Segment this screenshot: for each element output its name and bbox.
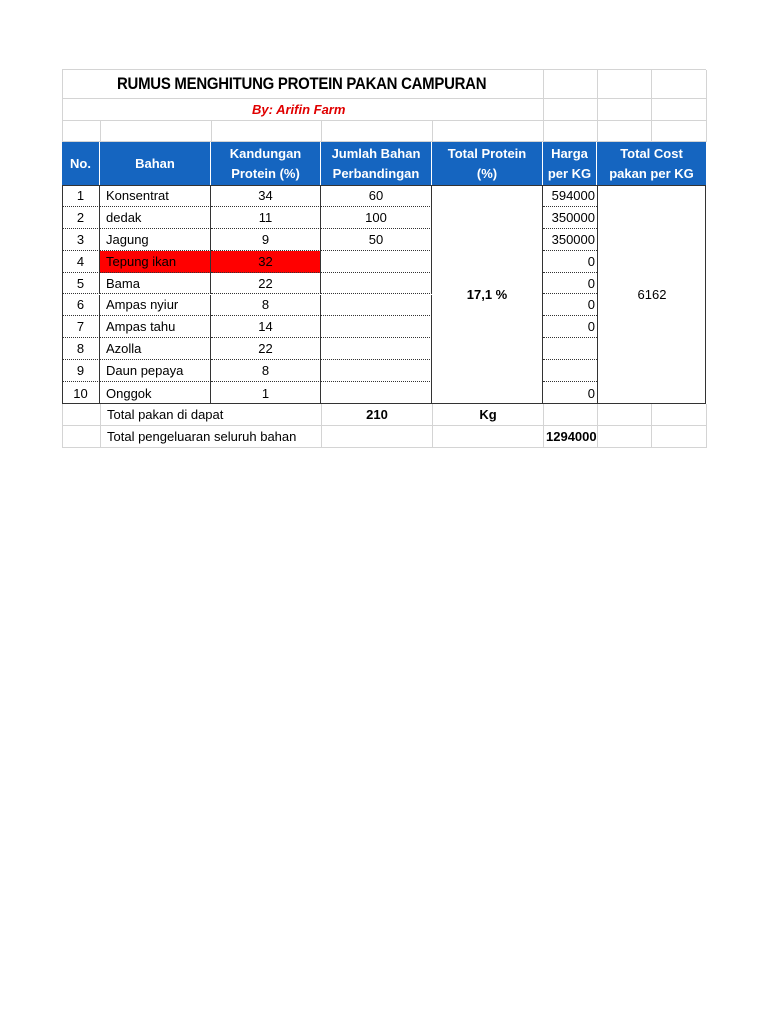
title-cell[interactable] xyxy=(63,70,544,99)
empty-cell[interactable] xyxy=(63,426,101,448)
cell-bahan[interactable]: Bama xyxy=(100,273,211,295)
empty-cell[interactable] xyxy=(652,70,707,99)
cell-protein[interactable]: 11 xyxy=(211,207,321,229)
empty-cell[interactable] xyxy=(322,426,433,448)
header-harga-line2: per KG xyxy=(547,165,592,181)
cell-bahan[interactable]: Azolla xyxy=(100,338,211,360)
header-total-cost-line1: Total Cost xyxy=(620,145,683,161)
total-pakan-value[interactable]: 210 xyxy=(322,404,433,426)
total-pakan-label[interactable]: Total pakan di dapat xyxy=(101,404,322,426)
cell-harga[interactable]: 0 xyxy=(543,316,597,338)
empty-cell[interactable] xyxy=(63,121,101,142)
header-total-cost-line2: pakan per KG xyxy=(609,165,694,181)
header-total-protein-line2: (%) xyxy=(476,165,498,181)
header-kandungan-line1: Kandungan xyxy=(229,145,302,161)
empty-cell[interactable] xyxy=(652,426,707,448)
cell-harga[interactable]: 0 xyxy=(543,295,597,317)
cell-protein[interactable]: 22 xyxy=(211,273,321,295)
byline-cell[interactable] xyxy=(63,99,544,121)
empty-cell[interactable] xyxy=(433,426,544,448)
empty-cell[interactable] xyxy=(652,121,707,142)
header-kandungan-protein[interactable] xyxy=(211,142,321,185)
cell-no[interactable]: 8 xyxy=(62,338,100,360)
empty-cell[interactable] xyxy=(212,121,322,142)
cell-no[interactable]: 1 xyxy=(62,185,100,207)
header-no[interactable] xyxy=(62,142,100,185)
empty-cell[interactable] xyxy=(544,70,598,99)
cell-jumlah[interactable]: 100 xyxy=(321,207,432,229)
total-pengeluaran-label[interactable]: Total pengeluaran seluruh bahan xyxy=(101,426,322,448)
header-harga[interactable] xyxy=(543,142,597,185)
total-pakan-unit[interactable]: Kg xyxy=(433,404,544,426)
empty-cell[interactable] xyxy=(544,404,598,426)
table-header xyxy=(62,142,706,185)
cell-protein[interactable]: 9 xyxy=(211,229,321,251)
header-no-label: No. xyxy=(70,155,91,171)
data-rows xyxy=(62,185,706,404)
cell-no[interactable]: 2 xyxy=(62,207,100,229)
cell-protein[interactable]: 32 xyxy=(211,251,321,273)
cell-protein[interactable]: 8 xyxy=(211,360,321,382)
cell-harga[interactable]: 0 xyxy=(587,385,595,401)
total-cost-value[interactable]: 6162 xyxy=(597,185,706,404)
cell-no[interactable]: 7 xyxy=(62,316,100,338)
empty-cell[interactable] xyxy=(544,99,598,121)
empty-cell[interactable] xyxy=(598,70,652,99)
cell-jumlah[interactable]: 60 xyxy=(321,185,432,207)
cell-protein[interactable]: 22 xyxy=(211,338,321,360)
blank-row xyxy=(62,121,706,142)
header-kandungan-line2: Protein (%) xyxy=(231,165,300,181)
summary-total-pakan-row xyxy=(62,404,706,426)
cell-jumlah[interactable] xyxy=(321,338,432,360)
cell-no[interactable]: 3 xyxy=(62,229,100,251)
cell-jumlah[interactable] xyxy=(321,316,432,338)
cell-protein[interactable]: 1 xyxy=(211,382,321,404)
cell-bahan[interactable]: Ampas tahu xyxy=(100,316,211,338)
cell-no[interactable]: 9 xyxy=(62,360,100,382)
total-protein-value[interactable]: 17,1 % xyxy=(432,185,543,404)
cell-bahan[interactable]: Daun pepaya xyxy=(100,360,211,382)
sheet-title: RUMUS MENGHITUNG PROTEIN PAKAN CAMPURAN xyxy=(117,74,487,93)
empty-cell[interactable] xyxy=(544,121,598,142)
header-bahan[interactable] xyxy=(100,142,211,185)
empty-cell[interactable] xyxy=(433,121,544,142)
cell-harga[interactable] xyxy=(543,360,597,382)
byline-row xyxy=(62,99,706,121)
summary-total-pengeluaran-row xyxy=(62,426,706,448)
cell-jumlah[interactable] xyxy=(321,382,432,404)
cell-harga[interactable]: 0 xyxy=(543,251,597,273)
cell-harga[interactable]: 350000 xyxy=(543,207,597,229)
cell-harga[interactable] xyxy=(543,338,597,360)
title-row xyxy=(62,69,706,99)
cell-bahan[interactable]: Tepung ikan xyxy=(100,251,211,273)
empty-cell[interactable] xyxy=(598,426,652,448)
byline-text: By: Arifin Farm xyxy=(252,102,346,117)
header-jumlah-bahan[interactable] xyxy=(321,142,432,185)
empty-cell[interactable] xyxy=(101,121,212,142)
cell-no[interactable]: 10 xyxy=(62,382,100,404)
header-jumlah-line1: Jumlah Bahan xyxy=(331,145,421,161)
header-bahan-label: Bahan xyxy=(135,155,175,171)
cell-bahan[interactable]: Konsentrat xyxy=(100,185,211,207)
header-harga-line1: Harga xyxy=(551,145,588,161)
empty-cell[interactable] xyxy=(598,404,652,426)
total-pengeluaran-value[interactable]: 1294000 xyxy=(544,426,598,448)
cell-harga[interactable]: 594000 xyxy=(543,185,597,207)
cell-no[interactable]: 4 xyxy=(62,251,100,273)
cell-protein[interactable]: 14 xyxy=(211,316,321,338)
cell-jumlah[interactable] xyxy=(321,251,432,273)
cell-jumlah[interactable] xyxy=(321,360,432,382)
cell-no[interactable]: 6 xyxy=(62,295,100,317)
empty-cell[interactable] xyxy=(63,404,101,426)
cell-bahan[interactable]: Jagung xyxy=(100,229,211,251)
spreadsheet xyxy=(62,69,706,448)
cell-protein[interactable]: 8 xyxy=(211,295,321,317)
header-total-protein-line1: Total Protein xyxy=(447,145,527,161)
empty-cell[interactable] xyxy=(652,99,707,121)
cell-jumlah[interactable] xyxy=(321,295,432,317)
header-total-cost[interactable] xyxy=(597,142,706,185)
cell-harga[interactable]: 350000 xyxy=(543,229,597,251)
cell-bahan[interactable]: dedak xyxy=(100,207,211,229)
empty-cell[interactable] xyxy=(598,99,652,121)
cell-protein[interactable]: 34 xyxy=(211,185,321,207)
empty-cell[interactable] xyxy=(598,121,652,142)
cell-no[interactable]: 5 xyxy=(62,273,100,295)
header-total-protein[interactable] xyxy=(432,142,543,185)
header-jumlah-line2: Perbandingan xyxy=(332,165,420,181)
cell-harga[interactable]: 0 xyxy=(543,273,597,295)
empty-cell[interactable] xyxy=(652,404,707,426)
cell-jumlah[interactable]: 50 xyxy=(321,229,432,251)
cell-bahan[interactable]: Onggok xyxy=(100,382,211,404)
cell-bahan[interactable]: Ampas nyiur xyxy=(100,295,211,317)
empty-cell[interactable] xyxy=(322,121,433,142)
cell-jumlah[interactable] xyxy=(321,273,432,295)
